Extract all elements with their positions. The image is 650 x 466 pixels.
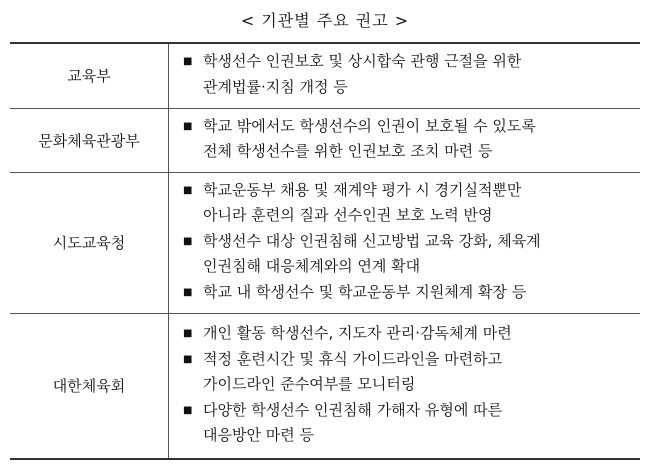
item-text: 학교운동부 채용 및 재계약 평가 시 경기실적뿐만 (203, 180, 522, 199)
table-row (10, 313, 640, 459)
list-item (183, 229, 632, 280)
item-text: 대응방안 마련 등 (203, 426, 314, 444)
list-item (183, 114, 632, 165)
item-text: 인권침해 대응체계와의 연계 확대 (203, 257, 421, 276)
item-text: 다양한 학생선수 인권침해 가해자 유형에 따른 (203, 400, 503, 419)
table-title: < 기관별 주요 권고 > (240, 11, 410, 30)
list-item (183, 178, 632, 229)
recommendation-list (169, 108, 641, 172)
table-row (10, 43, 640, 108)
table-row (10, 172, 640, 313)
item-text: 적정 훈련시간 및 휴식 가이드라인을 마련하고 (203, 349, 503, 368)
recommendation-list (169, 313, 641, 459)
list-item (183, 398, 632, 449)
square-bullet-icon: ■ (183, 120, 193, 132)
item-text: 아니라 훈련의 질과 선수인권 보호 노력 반영 (203, 206, 493, 225)
item-text: 전체 학생선수를 위한 인권보호 조치 마련 등 (203, 142, 493, 160)
item-text: 학교 내 학생선수 및 학교운동부 지원체계 확장 등 (203, 282, 527, 301)
square-bullet-icon: ■ (183, 328, 193, 339)
square-bullet-icon: ■ (183, 184, 193, 196)
item-text: 가이드라인 준수여부를 모니터링 (203, 375, 416, 393)
square-bullet-icon: ■ (183, 235, 193, 247)
org-name: 대한체육회 (10, 313, 169, 459)
list-item (183, 280, 632, 306)
item-text: 학교 밖에서도 학생선수의 인권이 보호될 수 있도록 (203, 116, 536, 135)
org-name: 시도교육청 (10, 172, 169, 313)
square-bullet-icon: ■ (183, 286, 193, 298)
item-text: 학생선수 대상 인권침해 신고방법 교육 강화, 체육계 (203, 231, 541, 250)
recommendation-list (169, 43, 641, 108)
item-text: 학생선수 인권보호 및 상시합숙 관행 근절을 위한 (203, 52, 522, 71)
list-item (183, 321, 632, 347)
list-item (183, 49, 632, 100)
table-row (10, 108, 640, 172)
org-name: 교육부 (10, 43, 169, 108)
recommendation-list (169, 172, 641, 313)
square-bullet-icon: ■ (183, 353, 193, 365)
square-bullet-icon: ■ (183, 404, 193, 416)
list-item (183, 347, 632, 398)
square-bullet-icon: ■ (183, 56, 193, 68)
org-name: 문화체육관광부 (10, 108, 169, 172)
item-text: 개인 활동 학생선수, 지도자 관리·감독체계 마련 (203, 324, 512, 342)
recommendations-table (10, 42, 640, 460)
item-text: 관계법률·지침 개정 등 (203, 77, 348, 96)
